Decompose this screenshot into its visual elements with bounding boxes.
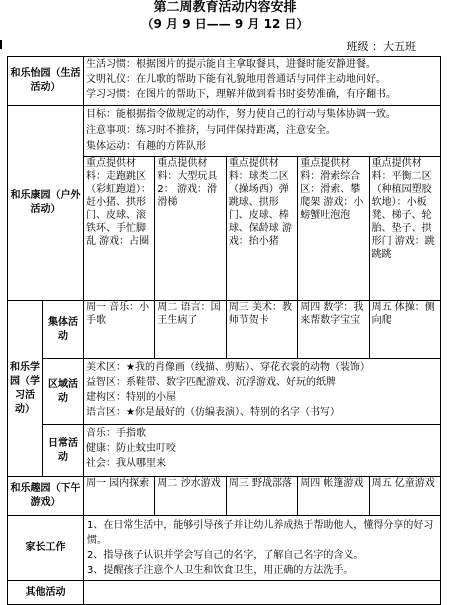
area-line: 益智区：系鞋带、数字匹配游戏、沉浮游戏、好玩的纸牌 [86,377,336,388]
group-label: 集体活动 [43,301,84,359]
edge-mark [0,40,2,49]
fun-day: 周四 帐篷游戏 [298,477,369,515]
fun-heading: 和乐趣园（下午游戏） [8,477,84,516]
group-day: 周二 语言：国王生病了 [155,301,226,358]
page-title: 第二周教育活动内容安排 [153,0,297,15]
parents-content [84,516,441,581]
fun-days [84,477,441,516]
fun-day: 周二 沙水游戏 [155,477,226,515]
fun-day: 周三 野战部落 [227,477,298,515]
parents-line: 1、在日常生活中，能够引导孩子并让幼儿养成热于帮助他人，懂得分享的好习惯。 [87,520,434,546]
parents-heading: 家长工作 [8,516,84,581]
outdoor-goal: 目标：能根据指令做规定的动作，努力使自己的行动与集体协调一致。 [86,109,396,120]
parents-line: 2、指导孩子认识并学会写自己的名字，了解自己名字的含义。 [87,550,364,561]
area-label: 区域活动 [43,359,84,425]
group-day: 周四 数学：我来帮数字宝宝 [298,301,369,358]
area-content [84,359,441,425]
life-heading: 和乐怡园（生活活动） [8,57,84,106]
parents-line: 3、提醒孩子注意个人卫生和饮食卫生，用正确的方法洗手。 [87,565,354,576]
outdoor-group: 集体运动：有趣的方阵队形 [86,141,206,152]
outdoor-heading: 和乐康园（户外活动） [8,106,84,301]
area-line: 美术区：★我的肖像画（线描、剪贴）、穿花衣裳的动物（装饰） [86,362,370,373]
learning-heading: 和乐学园（学习活动） [8,301,43,477]
fun-day: 周五 亿童游戏 [371,478,435,489]
group-day: 周三 美术：教师节贺卡 [227,301,298,358]
life-content [84,57,441,106]
class-label: 班级 ：大五班 [346,40,416,53]
group-day: 周五 体操：侧向爬 [371,302,435,326]
date-range: （9 月 9 日—— 9 月 12 日） [141,17,309,31]
outdoor-point: 重点提供材料：大型玩具2： 游戏：滑滑梯 [155,157,226,300]
outdoor-notice: 注意事项：练习时不推挤，与同伴保持距离，注意安全。 [86,125,336,136]
group-day: 周一 音乐：小手歌 [84,301,155,358]
outdoor-point: 重点提供材料：滑索综合区：滑索、攀爬架 游戏：小螃蟹吐泡泡 [298,157,369,300]
other-content [84,581,441,605]
life-line: 文明礼仪：在儿歌的帮助下能有礼貌地用普通话与同伴主动地问好。 [86,74,386,85]
daily-label: 日常活动 [43,425,84,477]
fun-day: 周一 园内探索 [84,477,155,515]
outdoor-points [84,156,440,300]
life-line: 生活习惯：根据图片的提示能自主拿取餐具，进餐时能安静进餐。 [86,59,376,70]
life-line: 学习习惯：在图片的帮助下，理解并做到看书时姿势准确，有序翻书。 [86,89,396,100]
outdoor-point: 重点提供材料：球类二区（操场西）弹跳球、拱形门、皮球、棒球、保龄球 游戏：抬小猪 [227,157,298,300]
daily-line: 健康：防止蚊虫叮咬 [86,443,176,454]
area-line: 建构区：特别的小屋 [86,392,176,403]
schedule-table [7,56,441,605]
daily-line: 社会：我从哪里来 [86,458,166,469]
area-line: 语言区：★你是最好的（仿编表演）、特别的名字（书写） [86,407,340,418]
outdoor-point: 重点提供材料：平衡二区（种植园塑胶软地）：小板凳、梯子、轮胎、垫子、拱形门 游戏：跳跳跳 [371,158,435,260]
other-heading: 其他活动 [8,581,84,605]
daily-content [84,425,441,477]
daily-line: 音乐：手指歌 [86,428,146,439]
group-days [84,301,441,359]
outdoor-content [84,106,441,301]
outdoor-point: 重点提供材料：走跑跳区（彩虹跑道）：赶小猪、拱形门、皮球、滚铁环、手忙脚乱 游戏：占圈 [84,157,155,300]
